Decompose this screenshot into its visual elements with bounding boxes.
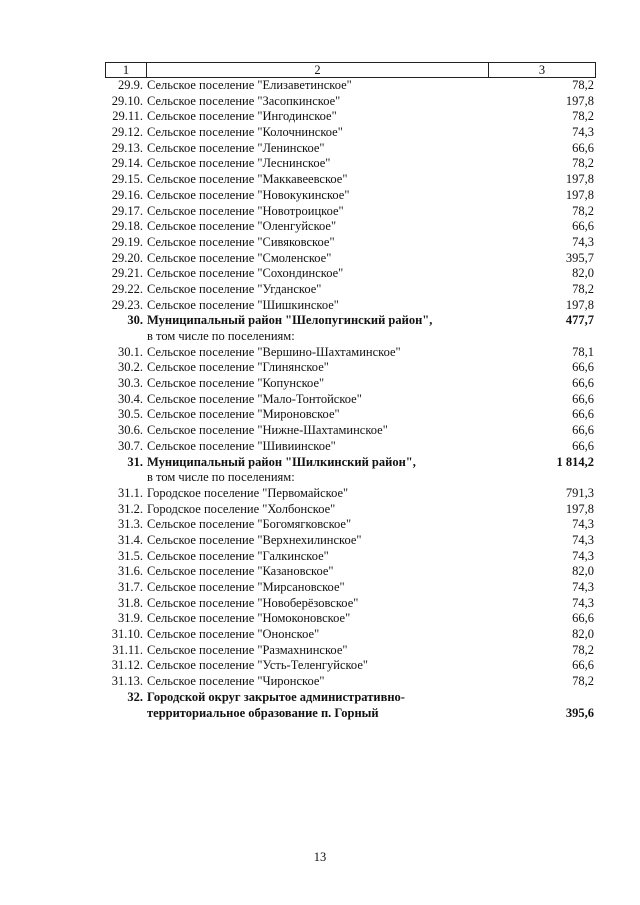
- row-name: Сельское поселение "Богомягковское": [147, 517, 352, 532]
- row-value: 791,3: [565, 485, 594, 500]
- row-number: 31.3.: [118, 517, 143, 532]
- row-name: Сельское поселение "Сивяковское": [147, 234, 335, 249]
- row-number: 31.7.: [118, 580, 143, 594]
- row-number: 29.9.: [118, 78, 143, 92]
- row-number: 31.6.: [118, 564, 143, 579]
- row-value: [543, 690, 596, 706]
- page-number: 13: [313, 850, 327, 864]
- row-value: 78,1: [572, 344, 594, 359]
- row-value: 82,0: [572, 564, 594, 579]
- table-row: [105, 533, 596, 549]
- row-name: Сельское поселение "Копунское": [147, 376, 325, 391]
- table-row: [105, 439, 596, 455]
- row-number: 29.10.: [111, 93, 143, 108]
- row-name: Сельское поселение "Маккавеевское": [147, 172, 348, 187]
- table-row: [105, 172, 596, 188]
- table-row: [105, 706, 596, 722]
- row-value: 78,2: [572, 281, 594, 296]
- row-number: 29.13.: [111, 140, 143, 155]
- row-name: Сельское поселение "Шивиинское": [147, 438, 336, 453]
- row-number: 29.23.: [111, 297, 143, 312]
- row-value: 78,2: [572, 642, 594, 657]
- row-value: 66,6: [572, 407, 594, 422]
- table-row: [105, 156, 596, 172]
- row-value: 66,6: [572, 360, 594, 375]
- row-number: 31.8.: [118, 595, 143, 610]
- table-row: [105, 141, 596, 157]
- row-value: 82,0: [572, 266, 594, 281]
- table-row: [105, 219, 596, 235]
- table-row: [105, 235, 596, 251]
- row-value: 78,2: [572, 109, 594, 124]
- table-row: [105, 125, 596, 141]
- row-number: 31.: [127, 454, 143, 469]
- row-number: 30.5.: [118, 407, 143, 422]
- table-row: [105, 78, 596, 94]
- row-number: 29.17.: [111, 203, 143, 218]
- table-row: [105, 470, 596, 486]
- row-value: 197,8: [565, 93, 594, 108]
- row-number: 29.20.: [111, 250, 143, 265]
- table-row: [105, 266, 596, 282]
- row-name: Сельское поселение "Ингодинское": [147, 109, 337, 124]
- table-header: [105, 62, 596, 78]
- row-name: территориальное образование п. Горный: [147, 705, 379, 720]
- table-row: [105, 251, 596, 267]
- row-name: Городское поселение "Холбонское": [147, 501, 336, 516]
- row-name: Сельское поселение "Новотроицкое": [147, 203, 344, 218]
- row-name: Сельское поселение "Нижне-Шахтаминское": [147, 423, 388, 438]
- table-row: [105, 643, 596, 659]
- row-number: 30.: [127, 313, 143, 328]
- header-col-3: 3: [538, 62, 546, 77]
- row-value: 78,2: [572, 78, 594, 92]
- row-number: 31.4.: [118, 532, 143, 547]
- row-number: 29.18.: [111, 219, 143, 234]
- row-number: 29.19.: [111, 234, 143, 249]
- row-value: 74,3: [572, 580, 594, 594]
- row-value: 66,6: [572, 219, 594, 234]
- table-row: [105, 345, 596, 361]
- table-row: [105, 502, 596, 518]
- row-name: Сельское поселение "Мирсановское": [147, 580, 345, 594]
- row-value: 1 814,2: [556, 454, 594, 469]
- row-number: [105, 329, 145, 345]
- row-name: Сельское поселение "Сохондинское": [147, 266, 344, 281]
- table-row: [105, 360, 596, 376]
- table-row: [105, 455, 596, 471]
- row-name: Муниципальный район "Шилкинский район",: [147, 454, 416, 469]
- row-name: Сельское поселение "Елизаветинское": [147, 78, 352, 92]
- row-number: 31.10.: [111, 627, 143, 642]
- header-col-2: 2: [147, 63, 489, 77]
- row-number: 31.9.: [118, 611, 143, 626]
- row-number: 31.1.: [118, 485, 143, 500]
- row-number: 29.12.: [111, 125, 143, 140]
- row-number: [105, 470, 145, 486]
- row-name: в том числе по поселениям:: [147, 470, 295, 485]
- header-col-1: 1: [106, 63, 147, 77]
- row-value: 66,6: [572, 438, 594, 453]
- table-row: [105, 407, 596, 423]
- table-row: [105, 376, 596, 392]
- row-number: 30.6.: [118, 423, 143, 438]
- row-value: 197,8: [565, 501, 594, 516]
- row-name: Сельское поселение "Размахнинское": [147, 642, 348, 657]
- row-value: 78,2: [572, 674, 594, 689]
- table-row: [105, 94, 596, 110]
- row-value: 197,8: [565, 172, 594, 187]
- row-value: 66,6: [572, 376, 594, 391]
- row-name: Городской округ закрытое административно-: [147, 689, 405, 704]
- row-name: Сельское поселение "Шишкинское": [147, 297, 339, 312]
- table-row: [105, 658, 596, 674]
- table-row: [105, 627, 596, 643]
- row-name: Городское поселение "Первомайское": [147, 485, 349, 500]
- table-row: [105, 423, 596, 439]
- row-value: 197,8: [565, 187, 594, 202]
- table-row: [105, 282, 596, 298]
- table-row: [105, 109, 596, 125]
- table-row: [105, 690, 596, 706]
- row-name: Сельское поселение "Смоленское": [147, 250, 332, 265]
- row-value: 74,3: [572, 234, 594, 249]
- table-row: [105, 549, 596, 565]
- row-number: 31.11.: [112, 642, 143, 657]
- table-row: [105, 611, 596, 627]
- table-row: [105, 517, 596, 533]
- row-value: 74,3: [572, 548, 594, 563]
- row-value: [543, 470, 596, 486]
- table-row: [105, 329, 596, 345]
- row-name: Сельское поселение "Вершино-Шахтаминское": [147, 344, 401, 359]
- row-value: 78,2: [572, 203, 594, 218]
- row-value: 66,6: [572, 391, 594, 406]
- row-name: Сельское поселение "Ононское": [147, 627, 320, 642]
- row-value: 78,2: [572, 156, 594, 171]
- table-row: [105, 674, 596, 690]
- row-number: 32.: [127, 689, 143, 704]
- row-number: 31.13.: [111, 674, 143, 689]
- row-value: 82,0: [572, 627, 594, 642]
- table-row: [105, 580, 596, 596]
- row-value: 66,6: [572, 423, 594, 438]
- row-number: 29.21.: [111, 266, 143, 281]
- row-number: 31.2.: [118, 501, 143, 516]
- row-name: Сельское поселение "Глинянское": [147, 360, 329, 375]
- row-name: Сельское поселение "Ленинское": [147, 140, 325, 155]
- row-value: 74,3: [572, 125, 594, 140]
- row-value: 74,3: [572, 517, 594, 532]
- table-row: [105, 392, 596, 408]
- row-number: 29.15.: [111, 172, 143, 187]
- row-name: Сельское поселение "Новокукинское": [147, 187, 350, 202]
- row-number: 29.11.: [112, 109, 143, 124]
- row-name: Сельское поселение "Мироновское": [147, 407, 340, 422]
- row-number: 29.22.: [111, 281, 143, 296]
- table-row: [105, 564, 596, 580]
- table-row: [105, 298, 596, 314]
- row-value: 66,6: [572, 611, 594, 626]
- row-name: Сельское поселение "Номоконовское": [147, 611, 351, 626]
- row-number: 30.4.: [118, 391, 143, 406]
- table-row: [105, 313, 596, 329]
- row-name: Сельское поселение "Засопкинское": [147, 93, 341, 108]
- row-name: Сельское поселение "Верхнехилинское": [147, 532, 362, 547]
- row-name: Сельское поселение "Усть-Теленгуйское": [147, 658, 368, 673]
- row-name: Сельское поселение "Мало-Тонтойское": [147, 391, 362, 406]
- row-value: 197,8: [565, 297, 594, 312]
- row-value: 395,6: [565, 705, 594, 720]
- row-number: 30.1.: [118, 344, 143, 359]
- row-number: 30.3.: [118, 376, 143, 391]
- row-number: 30.7.: [118, 438, 143, 453]
- row-value: 395,7: [565, 250, 594, 265]
- row-number: 29.16.: [111, 187, 143, 202]
- row-value: [543, 329, 596, 345]
- row-number: 29.14.: [111, 156, 143, 171]
- row-number: 31.12.: [111, 658, 143, 673]
- row-number: 31.5.: [118, 548, 143, 563]
- row-value: 74,3: [572, 595, 594, 610]
- row-name: Сельское поселение "Оленгуйское": [147, 219, 337, 234]
- row-name: Сельское поселение "Новоберёзовское": [147, 595, 359, 610]
- row-name: Сельское поселение "Угданское": [147, 281, 322, 296]
- row-value: 66,6: [572, 140, 594, 155]
- row-name: Муниципальный район "Шелопугинский район",: [147, 313, 433, 328]
- table-row: [105, 596, 596, 612]
- row-value: 74,3: [572, 532, 594, 547]
- row-name: Сельское поселение "Галкинское": [147, 548, 329, 563]
- row-number: 30.2.: [118, 360, 143, 375]
- row-name: Сельское поселение "Чиронское": [147, 674, 325, 689]
- row-number: [105, 706, 145, 722]
- table-body: [105, 78, 596, 721]
- table-row: [105, 486, 596, 502]
- row-name: Сельское поселение "Леснинское": [147, 156, 331, 171]
- table-row: [105, 188, 596, 204]
- row-name: в том числе по поселениям:: [147, 329, 295, 343]
- row-value: 66,6: [572, 658, 594, 673]
- row-value: 477,7: [565, 313, 594, 328]
- row-name: Сельское поселение "Казановское": [147, 564, 334, 579]
- row-name: Сельское поселение "Колочнинское": [147, 125, 343, 140]
- table-row: [105, 204, 596, 220]
